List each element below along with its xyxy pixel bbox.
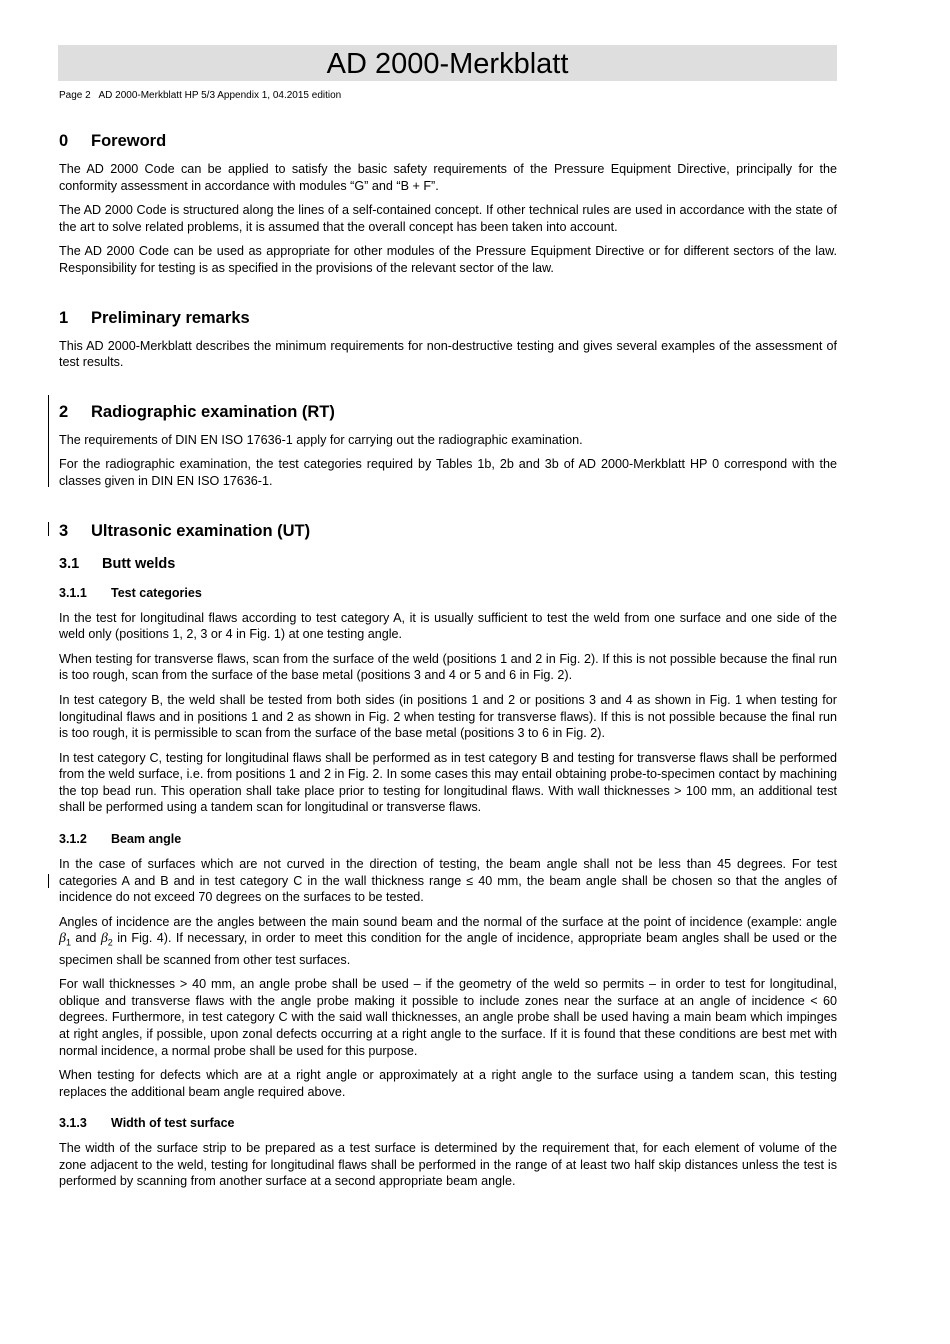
section-title: Width of test surface (111, 1116, 235, 1131)
paragraph: In test category B, the weld shall be tested from both sides (in positions 1 and 2 or positions 3 and 4 as shown in Fig. 1 when testing for longitudinal flaws and in positions 1 and 2 as shown in Fig. 2 when testing for transverse flaws). If this is not possible because the final run is too rough, it is permissible to scan from the surface of the base metal (positions 3 to 6 in Fig. 2). (59, 692, 837, 741)
section-number: 3.1.3 (59, 1116, 87, 1131)
change-bar (48, 522, 49, 536)
paragraph: The AD 2000 Code is structured along the lines of a self-contained concept. If other technical rules are used in accordance with the state of the art to solve related problems, it is assumed that the overall concept has been taken into account. (59, 203, 837, 234)
section-title: Preliminary remarks (91, 308, 250, 327)
section-title: Foreword (91, 132, 167, 150)
beta-symbol: β (100, 931, 108, 947)
paragraph: In the case of surfaces which are not curved in the direction of testing, the beam angle shall not be less than 45 degrees. For test categories A and B and in test category C in the wall thickness range ≤ 40 mm, the beam angle shall be chosen so that the angles of incidence do not exceed 70 degrees on the surfaces to be tested. (59, 857, 837, 905)
section-title: Butt welds (102, 555, 176, 572)
section-title: Beam angle (111, 832, 182, 847)
section-3-heading (59, 520, 837, 542)
section-title: Test categories (111, 585, 202, 600)
section-title: Ultrasonic examination (UT) (91, 521, 311, 540)
paragraph: The requirements of DIN EN ISO 17636-1 apply for carrying out the radiographic examination. (59, 432, 583, 447)
paragraph: In the test for longitudinal flaws according to test category A, it is usually sufficient to test the weld from one surface and one side of the weld only (positions 1, 2, 3 or 4 in Fig. 1) at one testing angle. (59, 610, 837, 642)
change-bar (48, 874, 49, 888)
document-body (59, 130, 837, 1198)
section-2-block (59, 401, 837, 490)
paragraph: For the radiographic examination, the test categories required by Tables 1b, 2b and 3b of AD 2000-Merkblatt HP 0 correspond with the classes given in DIN EN ISO 17636-1. (59, 457, 837, 488)
section-number: 3.1 (59, 555, 80, 572)
paragraph: The AD 2000 Code can be used as appropriate for other modules of the Pressure Equipment Directive or for different sectors of the law. Responsibility for testing is as specified in the provisions of the relevant sector of the law. (59, 244, 837, 275)
section-2-heading (59, 401, 837, 423)
paragraph: When testing for transverse flaws, scan from the surface of the weld (positions 1 and 2 in Fig. 2). If this is not possible because the final run is too rough, scan from the surface of the base metal (positions 3 and 4 or 5 and 6 in Fig. 2). (59, 651, 837, 683)
paragraph-block (59, 856, 837, 906)
paragraph: When testing for defects which are at a right angle or approximately at a right angle to the surface using a tandem scan, this testing replaces the additional beam angle required above. (59, 1068, 837, 1099)
section-number: 3.1.1 (59, 585, 87, 600)
paragraph-angles-of-incidence: Angles of incidence are the angles between the main sound beam and the normal of the surface at the point of incidence (example: angle $\beta_1$ and $\beta_2$ in Fig. 4). If necessary, in order to meet this condition for the angle of incidence, appropriate beam angles shall be used or the specimen shall be scanned from other test surfaces. (59, 914, 837, 967)
paragraph: In test category C, testing for longitudinal flaws shall be performed as in test category B and testing for transverse flaws shall be performed from the weld surface, i.e. from positions 1 and 2 in Fig. 2. In some cases this may entail obtaining probe-to-specimen contact by machining the top bead run. This operation shall take place prior to testing for longitudinal flaws. With wall thicknesses > 100 mm, an additional test shall be performed using a tandem scan for longitudinal or transverse flaws. (59, 750, 837, 815)
section-0-heading (59, 130, 837, 152)
section-number: 1 (59, 308, 69, 327)
section-number: 0 (59, 132, 69, 150)
section-number: 3.1.2 (59, 832, 87, 847)
paragraph: The width of the surface strip to be prepared as a test surface is determined by the requirement that, for each element of volume of the zone adjacent to the weld, testing for longitudinal flaws shall be performed in the range of at least two half skip distances unless the test is performed by scanning from another surface at a second appropriate beam angle. (59, 1141, 837, 1189)
section-number: 3 (59, 521, 69, 540)
paragraph: The AD 2000 Code can be applied to satisfy the basic safety requirements of the Pressure Equipment Directive, principally for the conformity assessment in accordance with modules “G” and “B + F”. (59, 162, 837, 193)
subsection-3-1-heading (59, 554, 837, 574)
page-subheader: Page 2 AD 2000-Merkblatt HP 5/3 Appendix 1, 04.2015 edition (59, 90, 342, 101)
document-header (58, 45, 837, 81)
section-title: Radiographic examination (RT) (91, 402, 335, 421)
subsection-3-1-1-heading (59, 584, 837, 602)
section-1-heading (59, 307, 837, 329)
section-3-heading-block (59, 520, 837, 542)
paragraph: This AD 2000-Merkblatt describes the minimum requirements for non-destructive testing and gives several examples of the assessment of test results. (59, 338, 837, 370)
paragraph: For wall thicknesses > 40 mm, an angle probe shall be used – if the geometry of the weld so permits – in order to test for longitudinal, oblique and transverse flaws with the angle probe making it possible to include zones near the surface at an angle of incidence < 60 degrees. Furthermore, in test category C with the said wall thicknesses, an angle probe shall be used having a main beam which impinges at right angles, if possible, upon zonal defects occurring at a right angle to the surface. If it is found that these conditions are best met with normal incidence, a normal probe shall be used for this purpose. (59, 977, 837, 1058)
subsection-3-1-3-heading (59, 1114, 837, 1132)
change-bar (48, 395, 49, 487)
beta-symbol: β (59, 931, 66, 947)
header-title: AD 2000-Merkblatt (326, 48, 569, 80)
subsection-3-1-2-heading (59, 830, 837, 848)
section-number: 2 (59, 402, 69, 421)
